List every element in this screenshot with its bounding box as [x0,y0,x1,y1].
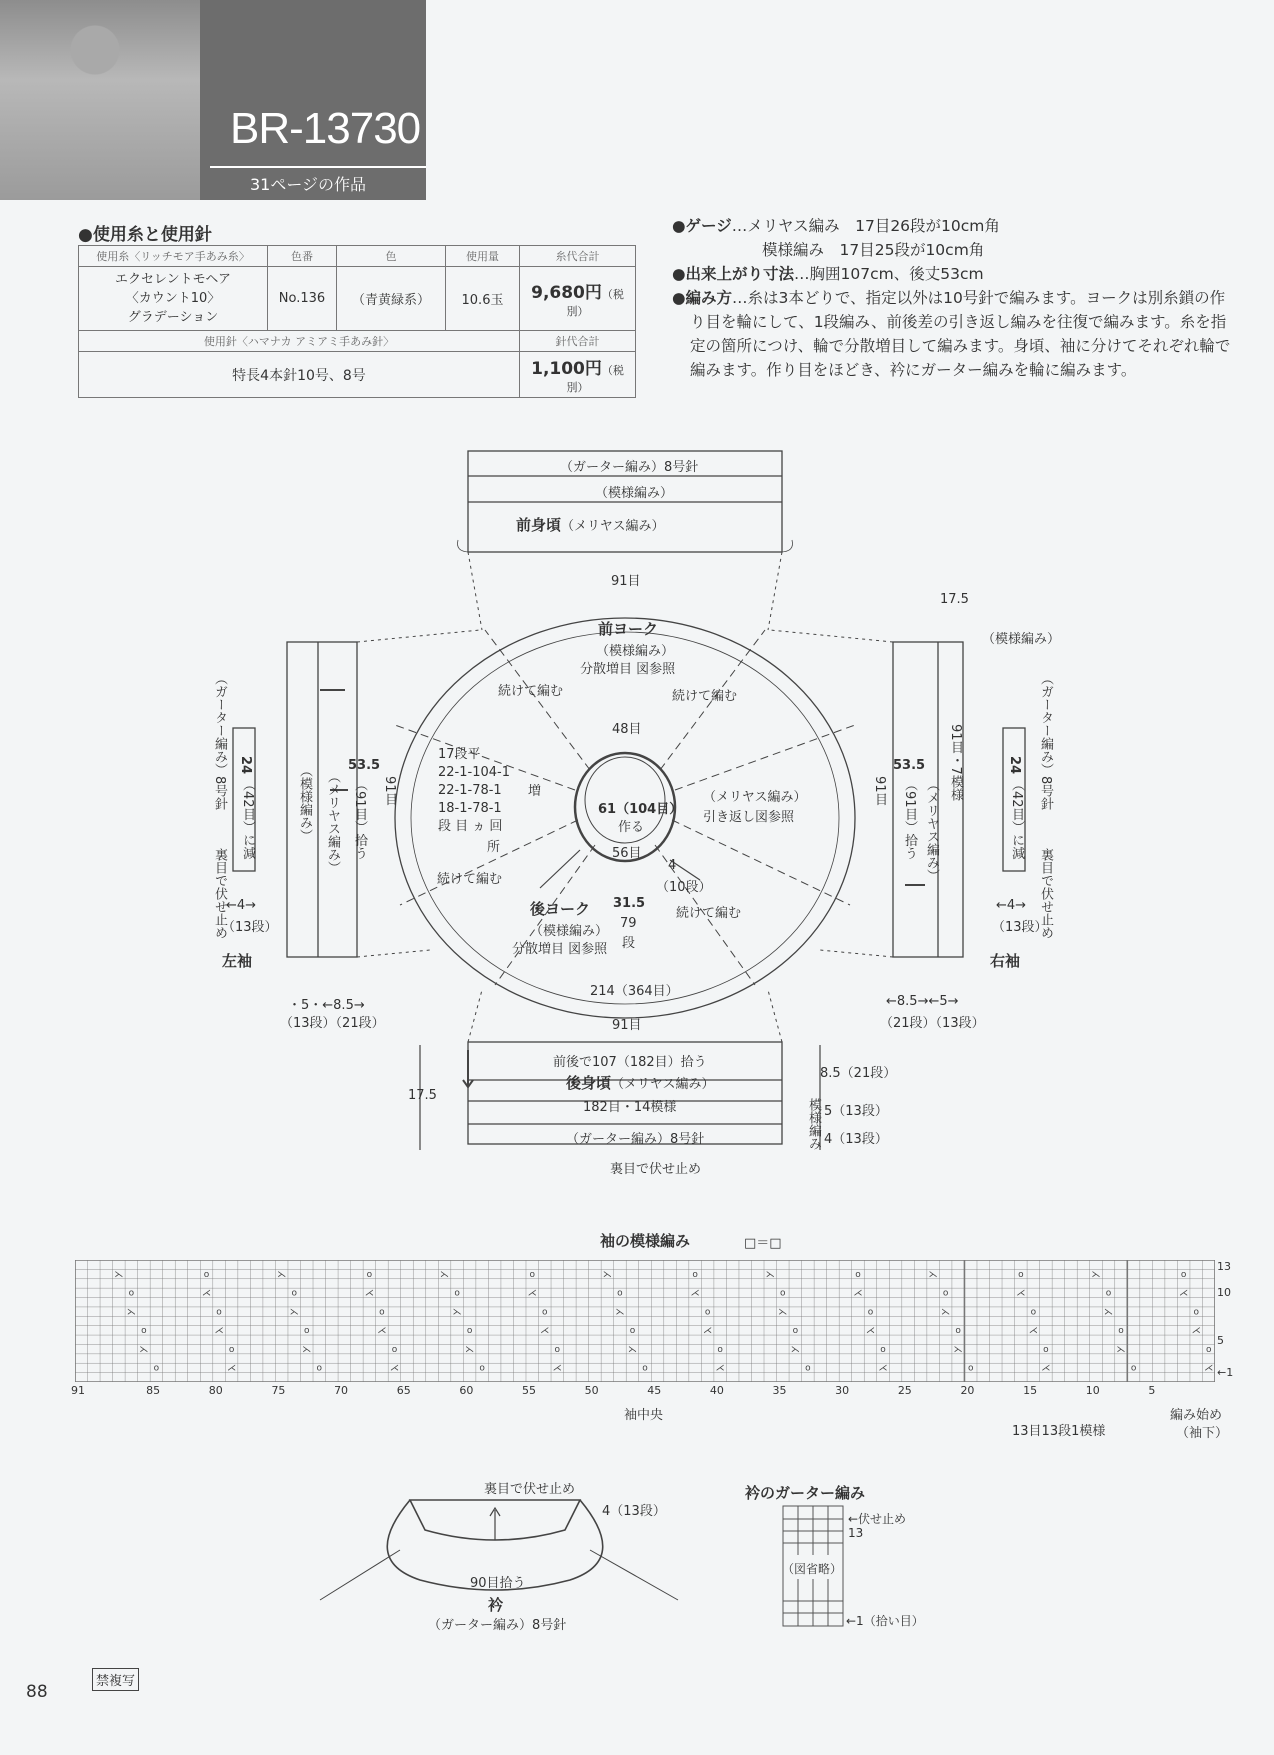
stitch-symbol: o [203,1269,210,1280]
left-sleeve-garter: （ガーター編み）8号針 [212,672,227,811]
yarn-name-3: グラデーション [127,310,219,325]
color-name: （青黄緑系） [337,267,446,331]
front-sub: （メリヤス編み） [561,519,665,534]
stitch-symbol: o [880,1344,886,1355]
yarn-name-2: 〈カウント10〉 [125,291,221,306]
stitch-symbol: ⋋ [1104,1307,1114,1318]
meriyasu-label: （メリヤス編み） [703,790,807,805]
stitch-symbol: o [316,1363,323,1374]
continue-3: 続けて編む [437,872,503,887]
stitch-symbol: ⋋ [277,1269,287,1280]
stitch-symbol: o [1018,1269,1024,1280]
gauge-1: …メリヤス編み 17目26段が10cm角 [731,217,1000,235]
front-row-garter: （ガーター編み）8号針 [560,460,699,475]
stitch-symbol: o [141,1326,147,1337]
yarn-section-title: ●使用糸と使用針 [78,225,212,245]
stitch-symbol: o [466,1326,473,1337]
stitch-symbol: o [867,1307,874,1318]
stitch-symbol: ⋌ [540,1326,550,1337]
collar-rows: 4（13段） [602,1504,666,1519]
stitch-symbol: o [704,1307,711,1318]
stitch-symbol: ⋌ [703,1326,713,1337]
yarn-name-1: エクセレントモヘア [114,272,232,287]
size-label: ●出来上がり寸法 [672,265,795,283]
left-sleeve-title: 左袖 [222,952,253,970]
stitch-symbol: o [942,1288,949,1299]
continue-1: 続けて編む [498,684,564,699]
left-sleeve-bottom2: （13段）（21段） [280,1016,385,1031]
right-sleeve-4: ←4→ [996,898,1027,913]
front-title: 前身頃 [516,516,562,534]
right-91: 91目 [872,776,887,806]
cast-on: 61（104目） [598,802,683,817]
column-label: 50 [584,1384,599,1397]
stitch-symbol: o [291,1288,297,1299]
stitch-symbol: o [228,1344,235,1355]
back-yoke-sub2: 分散増目 図参照 [512,942,608,957]
stitch-symbol: ⋋ [452,1307,462,1318]
right-sleeve-bottom: ←8.5→←5→ [886,994,959,1009]
continue-4: 続けて編む [676,906,742,921]
stitch-symbol: ⋋ [765,1269,775,1280]
chart-start: 編み始め [1170,1408,1223,1423]
stitch-symbol: ⋌ [1191,1326,1201,1337]
stitch-symbol: o [717,1344,723,1355]
column-label: 91 [71,1384,85,1397]
column-label: 35 [772,1384,787,1397]
right-sleeve-13dan: （13段） [992,920,1048,935]
right-sleeve-bind: 裏目で伏せ止め [1038,848,1053,939]
stitch-symbol: ⋌ [1179,1288,1189,1299]
column-label: 5 [1148,1384,1156,1397]
stitch-symbol: o [128,1288,135,1299]
pattern-subtitle: 31ページの作品 [250,175,367,194]
gauge-label: ●ゲージ [672,217,732,235]
stitch-symbol: ⋋ [126,1307,136,1318]
stitch-symbol: o [805,1363,811,1374]
stitch-symbol: ⋋ [440,1269,450,1280]
left-sleeve-pattern: （模様編み） [297,764,312,842]
back-17-5: 17.5 [408,1088,437,1103]
back-yoke-sub1: （模様編み） [530,924,609,939]
right-pattern-label: （模様編み） [982,632,1061,647]
stitch-symbol: o [216,1307,222,1318]
stitch-symbol: o [1205,1344,1212,1355]
stitch-symbol: ⋌ [214,1326,224,1337]
stitch-symbol: ⋌ [552,1363,562,1374]
stitch-symbol: o [955,1326,961,1337]
chart-legend: □＝□ [744,1236,782,1251]
collar-bind: 裏目で伏せ止め [484,1482,576,1497]
left-sleeve-13dan: （13段） [222,920,278,935]
stitch-symbol: o [153,1363,160,1374]
inc-mark: 増 [528,784,542,799]
stitch-symbol: o [1105,1288,1112,1299]
inc-line-1: 17段平 [438,747,481,762]
column-label: 65 [396,1384,411,1397]
n4: 4 [668,858,677,873]
column-label: 30 [835,1384,850,1397]
col-price: 糸代合計 [520,246,636,267]
stitch-symbol: o [391,1344,398,1355]
stitch-symbol: ⋋ [602,1269,612,1280]
left-sleeve-meriyasu: （メリヤス編み） [325,770,340,874]
back-body-label [566,1072,715,1093]
back-dim-2: 5（13段） [824,1104,888,1119]
stitch-symbol: o [967,1363,974,1374]
n10dan: （10段） [656,880,712,895]
garter-omit: （図省略） [782,1562,843,1576]
inc-line-2: 22-1-104-1 [438,765,510,780]
stitch-symbol: ⋌ [389,1363,399,1374]
front-91: 91目 [611,574,641,589]
row-5: 5 [1217,1334,1224,1347]
row-13: 13 [1217,1260,1231,1273]
stitch-symbol: o [542,1307,548,1318]
stitch-symbol: ⋌ [878,1363,888,1374]
size: …胸囲107cm、後丈53cm [794,265,984,283]
page-number: 88 [26,1682,48,1702]
needle-price: 1,100円 [531,359,602,379]
chart-start-2: （袖下） [1176,1426,1229,1441]
n214: 214（364目） [590,984,679,999]
left-sleeve-dec: （42目）に減 [240,778,255,860]
n79: 79 [620,916,637,931]
stitch-symbol: o [1130,1363,1137,1374]
front-body-label [516,514,665,535]
stitch-symbol: o [554,1344,561,1355]
stitch-symbol: ⋌ [1028,1326,1038,1337]
column-label: 70 [334,1384,349,1397]
needles: 特長4本針10号、8号 [79,352,520,398]
stitch-symbol: ⋋ [928,1269,938,1280]
stitch-symbol: o [1193,1307,1199,1318]
column-label: 25 [897,1384,912,1397]
column-label: 75 [271,1384,286,1397]
right-sleeve-dec: （42目）に減 [1009,778,1024,860]
back-dim-1: 8.5（21段） [820,1066,897,1081]
collar-sub: （ガーター編み）8号針 [428,1618,567,1633]
stitch-symbol: ⋌ [202,1288,212,1299]
stitch-symbol: ⋌ [527,1288,537,1299]
cast-on-2: 作る [618,820,645,835]
stitch-symbol: o [529,1269,536,1280]
left-sleeve-pick: （91目）拾う [352,778,367,860]
back-pickup: 前後で107（182目）拾う [553,1055,707,1070]
front-yoke-sub1: （模様編み） [596,644,675,659]
right-sleeve-pattern: 91目・7模様 [948,724,963,801]
inc-line-4: 18-1-78-1 [438,801,502,816]
stitch-symbol: ⋌ [377,1326,387,1337]
hikikaeshi-label: 引き返し図参照 [703,810,795,825]
stitch-symbol: o [642,1363,648,1374]
stitch-symbol: ⋋ [465,1344,475,1355]
right-sleeve-pick: （91目）拾う [902,778,917,860]
pattern-code: BR-13730 [230,104,421,153]
right-sleeve-garter: （ガーター編み）8号針 [1038,672,1053,811]
column-label: 40 [709,1384,724,1397]
left-sleeve-53-5: 53.5 [348,758,381,773]
left-sleeve-bind: 裏目で伏せ止め [212,848,227,939]
stitch-symbol: ⋋ [139,1344,149,1355]
column-label: 60 [459,1384,474,1397]
amount: 10.6玉 [446,267,520,331]
increase-table [438,746,510,836]
yarn-price: 9,680円 [531,283,602,303]
stitch-symbol: ⋋ [114,1269,124,1280]
stitch-symbol: ⋌ [1016,1288,1026,1299]
left-sleeve-4: ←4→ [226,898,257,913]
back-row-garter: （ガーター編み）8号針 [566,1132,705,1147]
stitch-symbol: ⋋ [615,1307,625,1318]
back-title: 後身頃 [566,1074,612,1092]
stitch-symbol: ⋋ [302,1344,312,1355]
stitch-symbol: o [366,1269,373,1280]
method-label: ●編み方 [672,289,733,307]
n48: 48目 [612,722,642,737]
inc-line-3: 22-1-78-1 [438,783,502,798]
garter-bind: ←伏せ止め [848,1512,907,1526]
stitch-symbol: ⋋ [790,1344,800,1355]
stitch-symbol: ⋋ [941,1307,951,1318]
column-label: 20 [960,1384,975,1397]
stitch-symbol: o [304,1326,310,1337]
right-sleeve-bottom2: （21段）（13段） [880,1016,985,1031]
right-sleeve-title: 右袖 [990,952,1021,970]
stitch-symbol: o [692,1269,698,1280]
stitch-symbol: o [855,1269,861,1280]
chart-title: 袖の模様編み [600,1232,691,1250]
stitch-symbol: ⋋ [1091,1269,1101,1280]
right-sleeve-24: 24 [1007,756,1022,775]
stitch-symbol: o [454,1288,460,1299]
n31-5: 31.5 [613,896,646,911]
stitch-symbol: o [780,1288,786,1299]
stitch-symbol: o [1118,1326,1124,1337]
row-10: 10 [1217,1286,1231,1299]
n79dan: 段 [622,936,636,951]
left-sleeve-24: 24 [238,756,253,775]
gauge-2: 模様編み 17目25段が10cm角 [762,241,985,259]
col-yarn: 使用糸〈リッチモア手あみ糸〉 [79,246,268,267]
sleeve-pattern-chart [75,1260,1215,1382]
stitch-symbol: ⋌ [715,1363,725,1374]
row-1: ←1 [1217,1366,1234,1379]
right-sleeve-53-5: 53.5 [893,758,926,773]
stitch-symbol: ⋋ [289,1307,299,1318]
stitch-symbol: ⋋ [953,1344,963,1355]
right-17-5: 17.5 [940,592,969,607]
garter-13: 13 [848,1526,864,1540]
method: …糸は3本どりで、指定以外は10号針で編みます。ヨークは別糸鎖の作り目を輪にして、1段編み、前後差の引き返し編みを往復で編みます。糸を指定の箇所につけ、輪で分散増目して編みます。身頃、袖に分けてそれぞれ輪で編みます。作り目をほどき、衿にガーター編みを輪に編みます。 [690,289,1231,379]
back-sub: （メリヤス編み） [611,1077,715,1092]
garter-title: 衿のガーター編み [745,1484,866,1502]
color-number: No.136 [268,267,337,331]
needle-head: 使用針〈ハマナカ アミアミ手あみ針〉 [79,331,520,352]
stitch-symbol: ⋌ [227,1363,237,1374]
column-label: 55 [521,1384,536,1397]
needle-price-head: 針代合計 [520,331,636,352]
column-label: 15 [1023,1384,1038,1397]
stitch-symbol: ⋋ [627,1344,637,1355]
back-row-pattern: 182目・14模様 [583,1100,677,1115]
stitch-symbol: o [1180,1269,1187,1280]
stitch-symbol: ⋌ [1204,1363,1214,1374]
stitch-symbol: ⋋ [778,1307,788,1318]
collar-title: 衿 [488,1596,504,1614]
stitch-symbol: o [1030,1307,1037,1318]
stitch-symbol: ⋌ [364,1288,374,1299]
col-amount: 使用量 [446,246,520,267]
stitch-symbol: ⋌ [690,1288,700,1299]
left-sleeve-bottom: ・5・←8.5→ [288,998,365,1013]
chart-repeat: 13目13段1模様 [1012,1424,1106,1439]
col-color: 色 [337,246,446,267]
yarn-tax: （税別） [566,288,624,318]
chart-center: 袖中央 [624,1408,664,1423]
stitch-symbol: o [1043,1344,1049,1355]
column-label: 85 [146,1384,161,1397]
column-label: 80 [208,1384,223,1397]
copyright-badge: 禁複写 [92,1668,139,1691]
left-91: 91目 [382,776,397,806]
inc-mark-2: 所 [487,840,501,855]
front-row-pattern: （模様編み） [595,486,674,501]
back-bind: 裏目で伏せ止め [610,1162,702,1177]
back-dim-3: 4（13段） [824,1132,888,1147]
stitch-symbol: o [617,1288,623,1299]
inc-line-5: 段 目 ヵ 回 [438,819,503,834]
garter-pick: ←1（拾い目） [846,1614,924,1628]
front-yoke-title: 前ヨーク [598,620,659,638]
stitch-symbol: o [792,1326,799,1337]
column-label: 10 [1085,1384,1100,1397]
continue-2: 続けて編む [672,689,738,704]
stitch-symbol: o [379,1307,385,1318]
stitch-symbol: o [629,1326,636,1337]
stitch-symbol: ⋌ [853,1288,863,1299]
stitch-symbol: ⋌ [1041,1363,1051,1374]
back-91: 91目 [612,1018,642,1033]
col-color-no: 色番 [268,246,337,267]
n56: 56目 [612,846,642,861]
right-sleeve-meriyasu: （メリヤス編み） [924,778,939,882]
front-yoke-sub2: 分散増目 図参照 [580,662,676,677]
back-pattern-label: 模様編み [806,1098,821,1150]
stitch-symbol: o [479,1363,485,1374]
collar-pick: 90目拾う [470,1576,526,1591]
column-label: 45 [647,1384,662,1397]
back-yoke-title: 後ヨーク [530,900,591,918]
needle-tax: （税別） [566,364,624,394]
stitch-symbol: ⋋ [1116,1344,1126,1355]
stitch-symbol: ⋌ [865,1326,875,1337]
